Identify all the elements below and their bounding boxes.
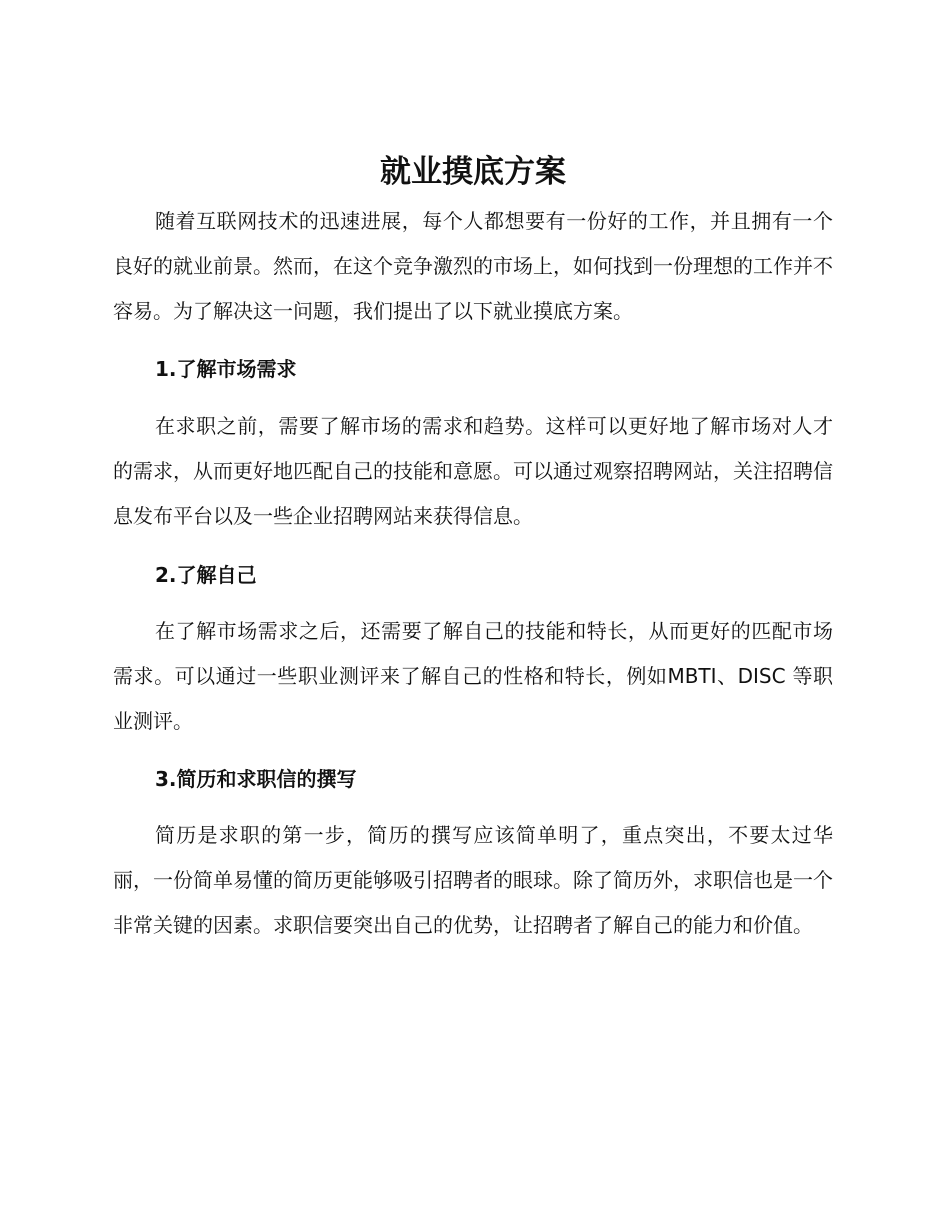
section-body-know-yourself: 在了解市场需求之后，还需要了解自己的技能和特长，从而更好的匹配市场需求。可以通过一些职业测评来了解自己的性格和特长，例如MBTI、DISC 等职业测评。: [113, 619, 833, 733]
section-heading-resume-writing: 3.简历和求职信的撰写: [155, 767, 357, 791]
intro-paragraph: 随着互联网技术的迅速进展，每个人都想要有一份好的工作，并且拥有一个良好的就业前景。然而，在这个竞争激烈的市场上，如何找到一份理想的工作并不容易。为了解决这一问题，我们提出了以下就业摸底方案。: [113, 209, 833, 323]
section-heading-market-demand: 1.了解市场需求: [155, 357, 297, 381]
section-heading-know-yourself: 2.了解自己: [155, 563, 257, 587]
document-title: 就业摸底方案: [380, 154, 566, 190]
section-body-market-demand: 在求职之前，需要了解市场的需求和趋势。这样可以更好地了解市场对人才的需求，从而更好地匹配自己的技能和意愿。可以通过观察招聘网站，关注招聘信息发布平台以及一些企业招聘网站来获得信息。: [113, 414, 833, 528]
section-body-resume-writing: 简历是求职的第一步，简历的撰写应该简单明了，重点突出，不要太过华丽，一份简单易懂的简历更能够吸引招聘者的眼球。除了简历外，求职信也是一个非常关键的因素。求职信要突出自己的优势，让招聘者了解自己的能力和价值。: [113, 823, 833, 937]
